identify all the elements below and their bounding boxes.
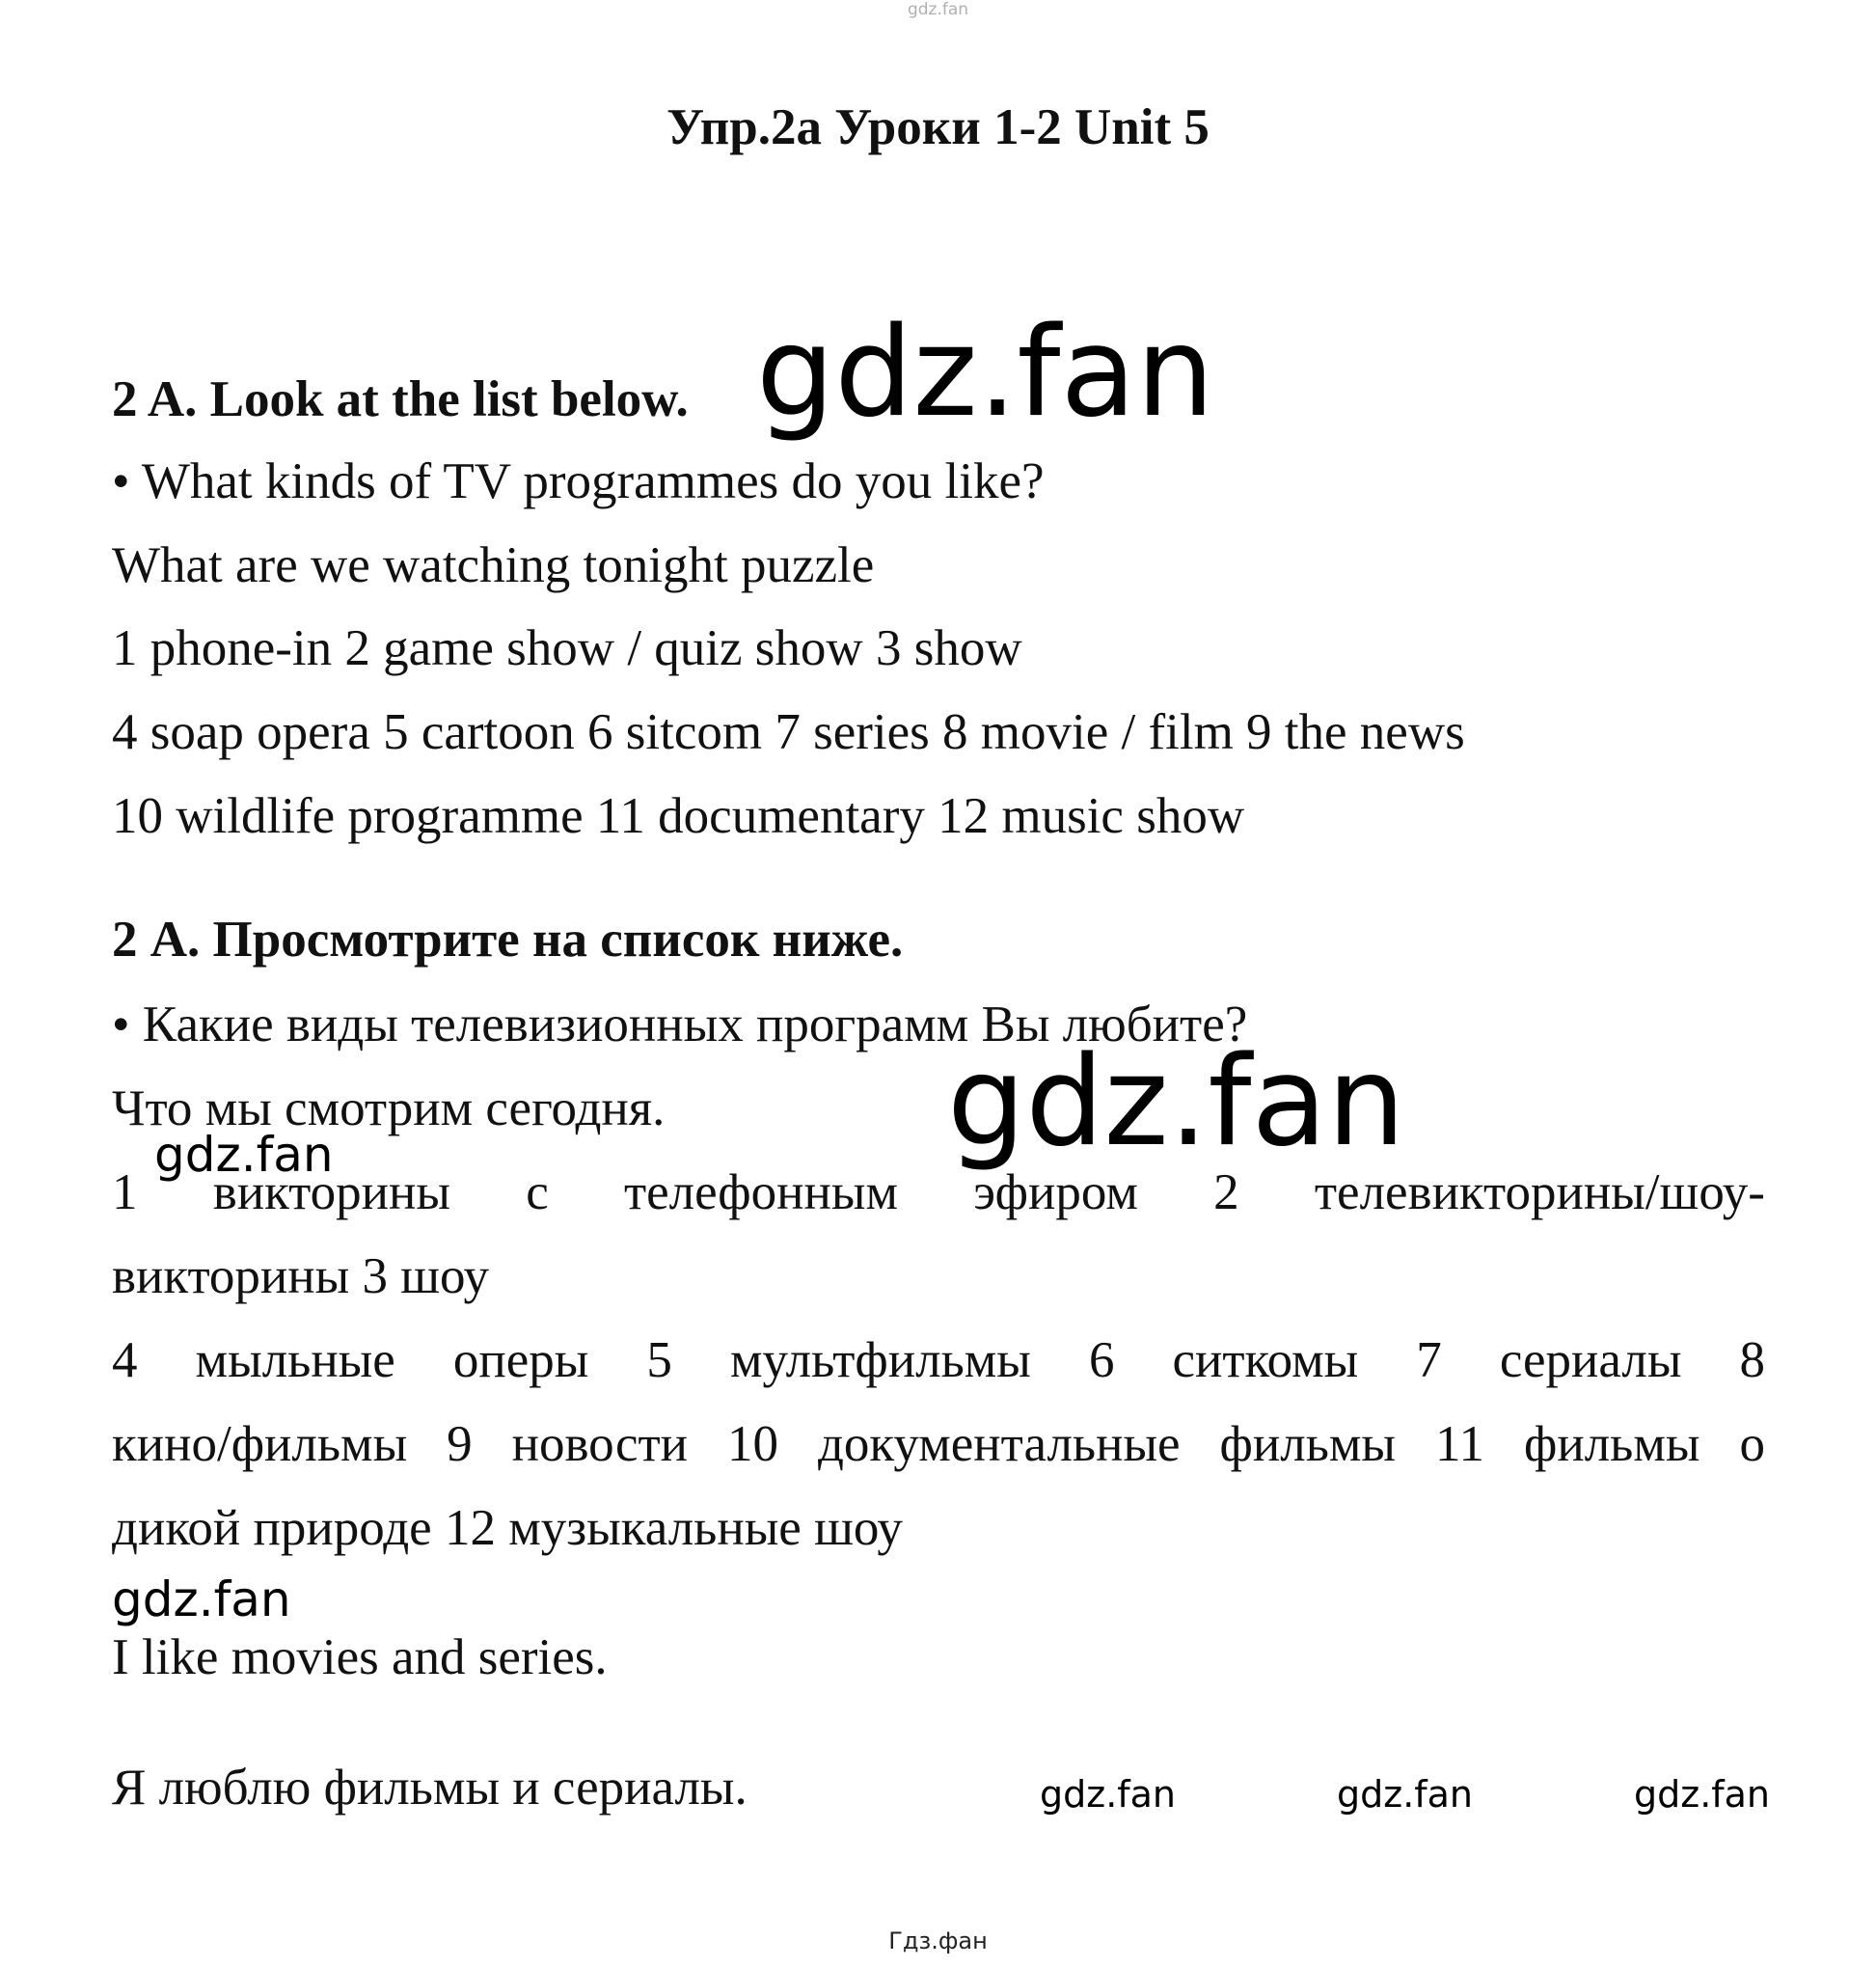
- list-word: викторины: [212, 1164, 450, 1220]
- list-word: 10: [727, 1416, 778, 1472]
- list-word: телевикторины/шоу-: [1314, 1164, 1765, 1220]
- english-heading: 2 A. Look at the list below.: [112, 371, 689, 427]
- russian-list-line-3: [112, 1331, 1765, 1389]
- list-word: мыльные: [195, 1332, 395, 1388]
- answer-russian: Я люблю фильмы и сериалы.: [112, 1760, 748, 1816]
- list-word: 2: [1213, 1164, 1239, 1220]
- list-word: эфиром: [973, 1164, 1138, 1220]
- list-word: ситкомы: [1172, 1332, 1359, 1388]
- list-word: 4: [112, 1332, 138, 1388]
- russian-list-line-2: викторины 3 шоу: [112, 1248, 490, 1304]
- russian-puzzle-line: Что мы смотрим сегодня.: [112, 1080, 666, 1136]
- english-question: • What kinds of TV programmes do you like?: [112, 453, 1045, 509]
- page-title: Упр.2а Уроки 1-2 Unit 5: [666, 99, 1210, 155]
- russian-heading: 2 А. Просмотрите на список ниже.: [112, 912, 904, 968]
- watermark-mid-2: gdz.fan: [112, 1571, 291, 1627]
- russian-list-line-1: [112, 1163, 1765, 1221]
- watermark-big-2: gdz.fan: [947, 1030, 1405, 1174]
- list-word: с: [526, 1164, 549, 1220]
- list-word: сериалы: [1499, 1332, 1682, 1388]
- list-word: документальные: [817, 1416, 1181, 1472]
- english-list-line-1: 1 phone-in 2 game show / quiz show 3 show: [112, 620, 1022, 676]
- list-word: фильмы: [1219, 1416, 1397, 1472]
- russian-list-line-4: [112, 1415, 1765, 1473]
- top-watermark: gdz.fan: [907, 0, 969, 19]
- list-word: 6: [1088, 1332, 1115, 1388]
- list-word: кино/фильмы: [112, 1416, 408, 1472]
- english-list-line-2: 4 soap opera 5 cartoon 6 sitcom 7 series 8 movie / film 9 the news: [112, 704, 1465, 760]
- list-word: фильмы: [1524, 1416, 1700, 1472]
- russian-question: • Какие виды телевизионных программ Вы любите?: [112, 997, 1248, 1052]
- list-word: телефонным: [623, 1164, 899, 1220]
- english-puzzle-line: What are we watching tonight puzzle: [112, 537, 875, 593]
- list-word: 7: [1416, 1332, 1442, 1388]
- english-list-line-3: 10 wildlife programme 11 documentary 12 music show: [112, 788, 1245, 844]
- watermark-mid-1: gdz.fan: [154, 1127, 334, 1183]
- list-word: о: [1739, 1416, 1765, 1472]
- list-word: оперы: [452, 1332, 589, 1388]
- list-word: мультфильмы: [729, 1332, 1031, 1388]
- list-word: 5: [646, 1332, 672, 1388]
- russian-list-line-5: дикой природе 12 музыкальные шоу: [112, 1500, 903, 1556]
- list-word: 11: [1435, 1416, 1485, 1472]
- watermark-big-1: gdz.fan: [756, 301, 1214, 445]
- list-word: 8: [1739, 1332, 1765, 1388]
- list-word: новости: [511, 1416, 689, 1472]
- bottom-watermark: Гдз.фан: [888, 1927, 988, 1954]
- list-word: 9: [447, 1416, 473, 1472]
- watermark-small-3: gdz.fan: [1634, 1773, 1771, 1816]
- watermark-small-1: gdz.fan: [1040, 1773, 1177, 1816]
- answer-english: I like movies and series.: [112, 1629, 608, 1685]
- list-word: 1: [112, 1164, 138, 1220]
- watermark-small-2: gdz.fan: [1337, 1773, 1474, 1816]
